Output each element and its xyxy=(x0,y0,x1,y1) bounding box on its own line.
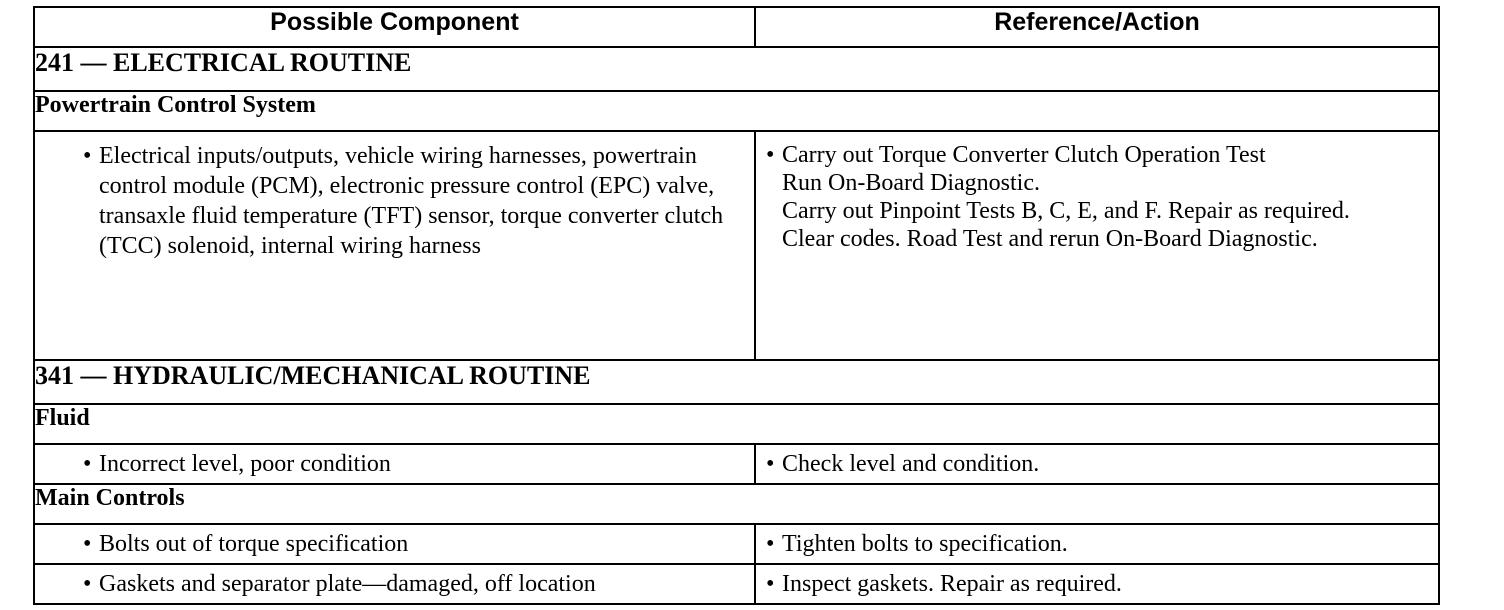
subsection-row xyxy=(34,91,1439,131)
action-cell xyxy=(755,524,1439,564)
subsection-title-main-controls: Main Controls xyxy=(34,484,1439,524)
subsection-title-powertrain: Powertrain Control System xyxy=(34,91,1439,131)
action-text: Tighten bolts to specification. xyxy=(782,531,1068,557)
component-text: Bolts out of torque specification xyxy=(99,531,409,557)
action-cell xyxy=(755,564,1439,604)
component-text: Gaskets and separator plate—damaged, off location xyxy=(99,571,596,597)
bullet-icon: • xyxy=(766,142,775,168)
section-row xyxy=(34,47,1439,91)
diagnostic-table xyxy=(33,6,1440,605)
component-cell xyxy=(34,131,755,360)
component-cell xyxy=(34,564,755,604)
action-text: Inspect gaskets. Repair as required. xyxy=(782,571,1122,597)
action-text: Check level and condition. xyxy=(782,451,1040,477)
bullet-icon: • xyxy=(83,451,92,477)
action-cell xyxy=(755,131,1439,360)
section-title-electrical: 241 — ELECTRICAL ROUTINE xyxy=(34,47,1439,91)
bullet-icon: • xyxy=(766,451,775,477)
bullet-icon: • xyxy=(83,143,92,169)
section-row xyxy=(34,360,1439,404)
action-line-2: Run On-Board Diagnostic. xyxy=(782,170,1040,196)
action-cell xyxy=(755,444,1439,484)
bullet-icon: • xyxy=(83,571,92,597)
component-text: Incorrect level, poor condition xyxy=(99,451,391,477)
bullet-icon: • xyxy=(83,531,92,557)
bullet-icon: • xyxy=(766,571,775,597)
component-cell xyxy=(34,444,755,484)
table-row xyxy=(34,564,1439,604)
bullet-icon: • xyxy=(766,531,775,557)
table-row xyxy=(34,524,1439,564)
action-line-3: Carry out Pinpoint Tests B, C, E, and F. Repair as required. Clear codes. Road Test and rerun On-Board Diagnostic. xyxy=(782,198,1350,252)
component-text: Electrical inputs/outputs, vehicle wiring harnesses, powertrain control module (PCM), electronic pressure control (EPC) valve, transaxle fluid temperature (TFT) sensor, torque converter clutch (TCC) solenoid, internal wiring harness xyxy=(99,143,724,259)
header-possible-component: Possible Component xyxy=(34,7,755,47)
subsection-row xyxy=(34,484,1439,524)
action-line-1: Carry out Torque Converter Clutch Operation Test xyxy=(782,142,1266,168)
table-row xyxy=(34,131,1439,360)
section-title-hydraulic: 341 — HYDRAULIC/MECHANICAL ROUTINE xyxy=(34,360,1439,404)
header-reference-action: Reference/Action xyxy=(755,7,1439,47)
table-row xyxy=(34,444,1439,484)
subsection-row xyxy=(34,404,1439,444)
component-cell xyxy=(34,524,755,564)
header-row xyxy=(34,7,1439,47)
subsection-title-fluid: Fluid xyxy=(34,404,1439,444)
